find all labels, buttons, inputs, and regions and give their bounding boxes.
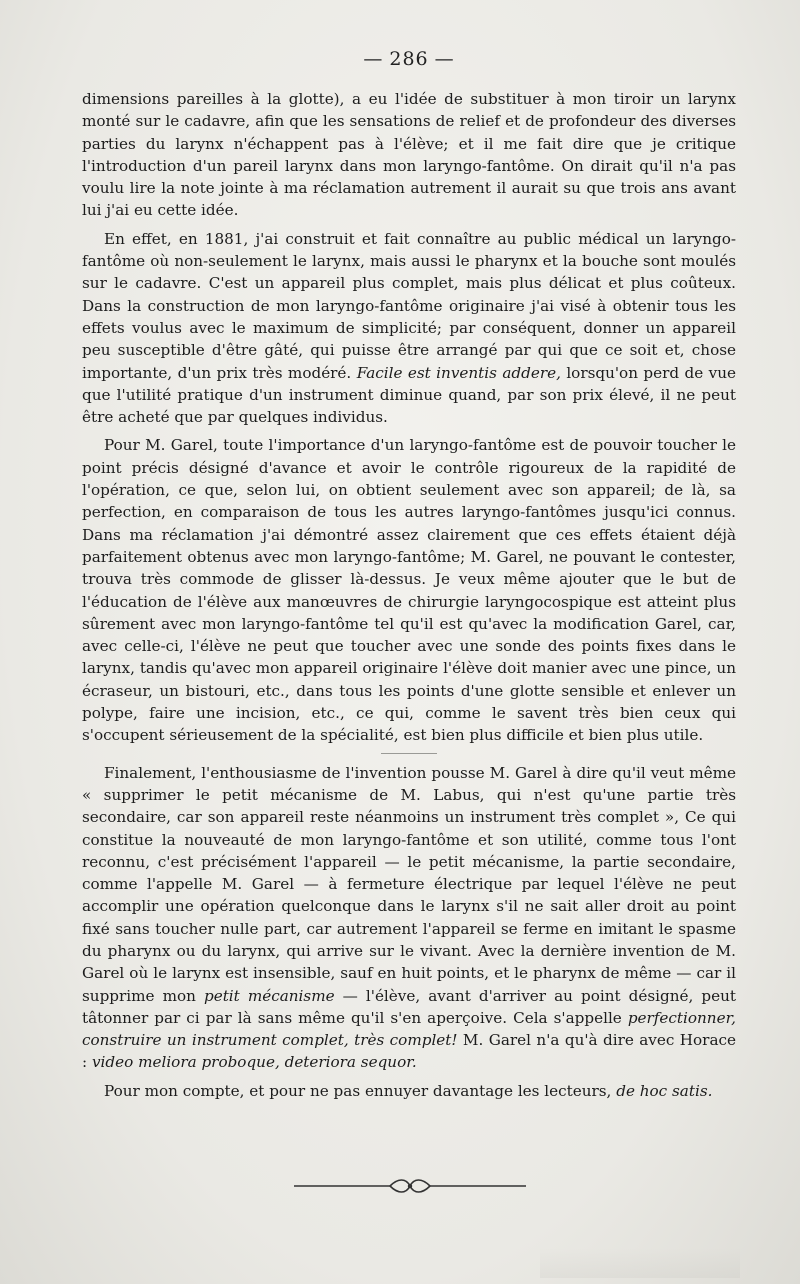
latin-quote-horace: video meliora proboque, deteriora sequor. bbox=[91, 1053, 417, 1072]
paragraph-4-next: par là sans même qu'il s'en aperçoive. Cela s'appelle bbox=[205, 1008, 622, 1027]
page-number: — 286 — bbox=[363, 48, 455, 70]
paragraph-4-tail: M. Garel n'a qu'à dire avec Horace : bbox=[82, 1031, 736, 1072]
short-divider bbox=[381, 753, 437, 754]
italic-petit-mecanisme: petit mécanisme bbox=[203, 986, 335, 1005]
body-text bbox=[82, 88, 736, 1102]
paragraph-4 bbox=[82, 762, 736, 1074]
page-number-value: 286 bbox=[389, 48, 429, 70]
page-edge-shading bbox=[540, 1248, 740, 1278]
paragraph-2 bbox=[82, 228, 736, 429]
paragraph-2-tail: lorsqu'on perd de vue que l'utilité pratique d'un instrument diminue quand, par son prix élevé, il ne peut être acheté que par quelques individus. bbox=[82, 363, 736, 427]
ornamental-divider bbox=[290, 1176, 530, 1196]
paragraph-4-text: Finalement, l'enthousiasme de l'invention pousse M. Garel à dire qu'il veut même « supprimer le petit mécanisme de M. Labus, qui n'est qu'une partie très secondaire, car son appareil reste néanmoins un instrument très complet », Ce qui constitue la nouveauté de mon laryngo-fantôme et son utilité, comme tous l'ont reconnu, c'est précisément l'appareil — le petit mécanisme, la partie secondaire, comme l'appelle M. Garel — à fermeture électrique par lequel l'élève ne peut accomplir une opération quelconque dans le larynx s'il ne sait aller droit au point fixé sans toucher nulle part, car autrement l'appareil se ferme en imitant le spasme du pharynx ou du larynx, qui arrive sur le vivant. Avec la dernière invention de M. Garel où le larynx est insensible, sauf en huit points, et le pharynx de même — car il supprime mon bbox=[82, 763, 736, 1005]
paragraph-4-mid: — l'élève, avant d'arriver au point désigné, peut tâtonner par ci bbox=[82, 986, 736, 1027]
latin-de-hoc-satis: de hoc satis. bbox=[616, 1081, 713, 1100]
italic-perfectionner: perfectionner, construire un instrument complet, très complet! bbox=[82, 1008, 736, 1050]
paragraph-1: dimensions pareilles à la glotte), a eu l'idée de substituer à mon tiroir un larynx monté sur le cadavre, afin que les sensations de relief et de profondeur des diverses parties du larynx n'échappent pas à l'élève; et il me fait dire que je critique l'introduction d'un pareil larynx dans mon laryngo-fantôme. On dirait qu'il n'a pas voulu lire la note jointe à ma réclamation autrement il aurait su que trois ans avant lui j'ai eu cette idée. bbox=[82, 90, 736, 220]
paragraph-2-text: En effet, en 1881, j'ai construit et fait connaître au public médical un laryngo-fantôme où non-seulement le larynx, mais aussi le pharynx et la bouche sont moulés sur le cadavre. C'est un appareil plus complet, mais plus délicat et plus coûteux. Dans la construction de mon laryngo-fantôme originaire j'ai visé à obtenir tous les effets voulus avec le maximum de simplicité; par conséquent, donner un appareil peu susceptible d'être gâté, qui puisse être arrangé par qui que ce soit et, chose importante, d'un prix très modéré. bbox=[82, 229, 736, 382]
paragraph-3: Pour M. Garel, toute l'importance d'un laryngo-fantôme est de pouvoir toucher le point précis désigné d'avance et avoir le contrôle rigoureux de la rapidité de l'opération, ce que, selon lui, on obtient seulement avec son appareil; de là, sa perfection, en comparaison de tous les autres laryngo-fantômes jusqu'ici connus. Dans ma réclamation j'ai démontré assez clairement que ces effets étaient déjà parfaitement obtenus avec mon laryngo-fantôme; M. Garel, ne pouvant le contester, trouva très commode de glisser là-dessus. Je veux même ajouter que le but de l'éducation de l'élève aux manœuvres de chirurgie laryngocospique est atteint plus sûrement avec mon laryngo-fantôme tel qu'il est qu'avec la modification Garel, car, avec celle-ci, l'élève ne peut que toucher avec une sonde des points fixes dans le larynx, tandis qu'avec mon appareil originaire l'élève doit manier avec une pince, un écraseur, un bistouri, etc., dans tous les points d'une glotte sensible et enlever un polype, faire une incision, etc., ce qui, comme le savent très bien ceux qui s'occupent sérieusement de la spécialité, est bien plus difficile et bien plus utile. bbox=[82, 436, 736, 745]
paragraph-5 bbox=[82, 1080, 736, 1102]
paragraph-5-text: Pour mon compte, et pour ne pas ennuyer davantage les lecteurs, bbox=[104, 1081, 612, 1100]
latin-quote-facile: Facile est inventis addere, bbox=[356, 363, 561, 382]
